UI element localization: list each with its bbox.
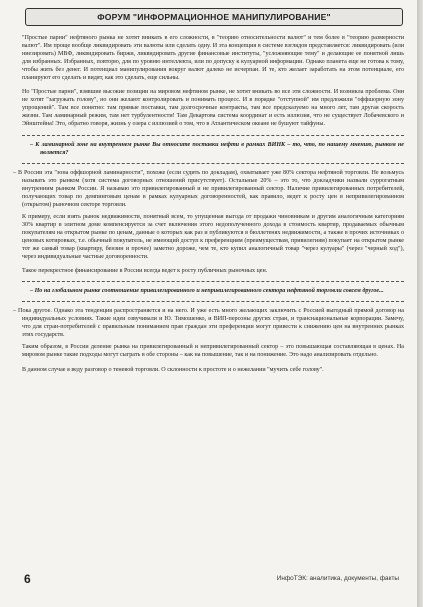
divider (22, 281, 404, 282)
answer-1: – В России эта "зона оффшорной ламинарности", похоже (если судить по докладам), охватывает уже 80% сектора нефтяной торговли. Не возьмусь называть это рынком (хотя система договорных отношений присутствует). Остальные 20% – это то, что докладчики назвали суррогатным внутренним рынком России. Я называю это привилегированный и не привилегированный сектор. Наличие привилегированных потребителей, получающих товар по демпинговым ценам в рамках кулуарных договоренностей, как правило, ведет к росту цен в непривилегированном (открытом) рыночном секторе торговли. (13, 169, 404, 208)
paragraph-3: К примеру, если взять рынок недвижимости, понятный всем, то упущенная выгода от продажи чиновникам и другим аналогичным категориям 30% квартир в элитном доме компенсируется за счет включения этого недополученного дохода в стоимость квартир, продаваемых обычным покупателям на открытом рынке по ценам, данные о которых как раз и публикуются в бюллетенях недвижимости, а также в прочих источниках о ценовых котировках, т.е. обычный покупатель, не имеющий доступ к преференциям (преимуществам, привилегиям) покупает на открытом рынке тот же самый товар (квартиру, бензин и прочее) заметно дороже, чем те, кто купил аналогичный товар "через кулуары" (через "черный ход"), через индивидуальные частные договоренности. (22, 213, 404, 261)
divider (22, 163, 404, 164)
answer-2: – Пока другое. Однако эта тенденция распространяется и на него. И уже есть много желающих заключить с Россией выгодный прямой договор на индивидуальных условиях. Такие идеи озвучивали и Ю. Тимошенко, и ВИП-персоны других стран, и транснациональные корпорации. Замечу, что для стран-потребителей с правильным пониманием прав граждан эти преференции могут привести к снижению цен на внутренних рынках этих государств. (13, 308, 404, 339)
section-header (25, 8, 403, 26)
question-2: – Но на глобальном рынке соотношение привилегированного и непривилегированного сектора нефтяной торговли совсем другое... (30, 288, 384, 295)
paragraph-2: Но "Простые парни", взявшие высокие позиции на мировом нефтяном рынке, не хотят вникать во все эти сложности. И возникла проблема. Они не хотят "загружать голову", но они желают контролировать и понимать процесс. И в порядке "отступной" им предложили "оффшорную зону упрощений". Там все понятно: там прямые поставки, там долгосрочные контракты, там все предсказуемо на много лет, там другая скорость жизни. Там ламинарный режим, там нет турбулентности! Там Декартова система координат и есть иллюзия, что не существует Лобачевского и Эйнштейна! Это, обратно говоря, жизнь у озера с иллюзией о том, что в Атлантическом океане не бушуют тайфуны. (22, 89, 404, 128)
paragraph-1: "Простые парни" нефтяного рынка не хотят вникать в его сложности, в "теорию относительности валют" и тем более в "теорию размерности валют". Им проще вообще ликвидировать эти валюты или сделать одну. И эта концепция в системе взглядов представляется: ликвидировать (или ниезировать) МВФ, ликвидировать биржи, ликвидировать другие финансовые институты, "усложняющие тему" и делающие ее понятной лишь для избранных. Избранных, повторю, для по уровню интеллекта, или по допуску к кулуарной информации. Однако планета еще не готова к тому, чтобы жить без денег. И потенциал манипулирования вокруг валют далеко не исчерпан. И те, кто желает заработать на этом потенциале, его планируют его сделать и видят, как это сделать, еще сильны. (22, 35, 404, 82)
header-title: ФОРУМ "ИНФОРМАЦИОННОЕ МАНИПУЛИРОВАНИЕ" (97, 12, 331, 22)
page-edge (417, 0, 423, 607)
page-number: 6 (24, 572, 31, 586)
divider (22, 301, 404, 302)
paragraph-5: Таким образом, в России деление рынка на привилегированный и непривилегированный сектор – это повышающая составляющая в ценах. На мировом рынке такие подходы могут сыграть в обе стороны – как на повышение, так и на понижение. Это надо анализировать отдельно. (22, 344, 404, 359)
divider (22, 135, 404, 136)
footer-text: ИнфоТЭК: аналитика, документы, факты (276, 575, 399, 582)
paragraph-4: Такое перекрестное финансирование в России всегда ведет к росту публичных рыночных цен. (22, 268, 268, 275)
article-body (13, 34, 404, 380)
question-1: – К ламинарной зоне на внутреннем рынке Вы относите поставки нефти в рамках ВИНК – то, что, по нашему мнению, рынком не является? (30, 141, 404, 156)
paragraph-6: В данном случае я веду разговор о теневой торговли. О склонности к простоте и о нежелании "мучить себе голову". (22, 366, 324, 373)
